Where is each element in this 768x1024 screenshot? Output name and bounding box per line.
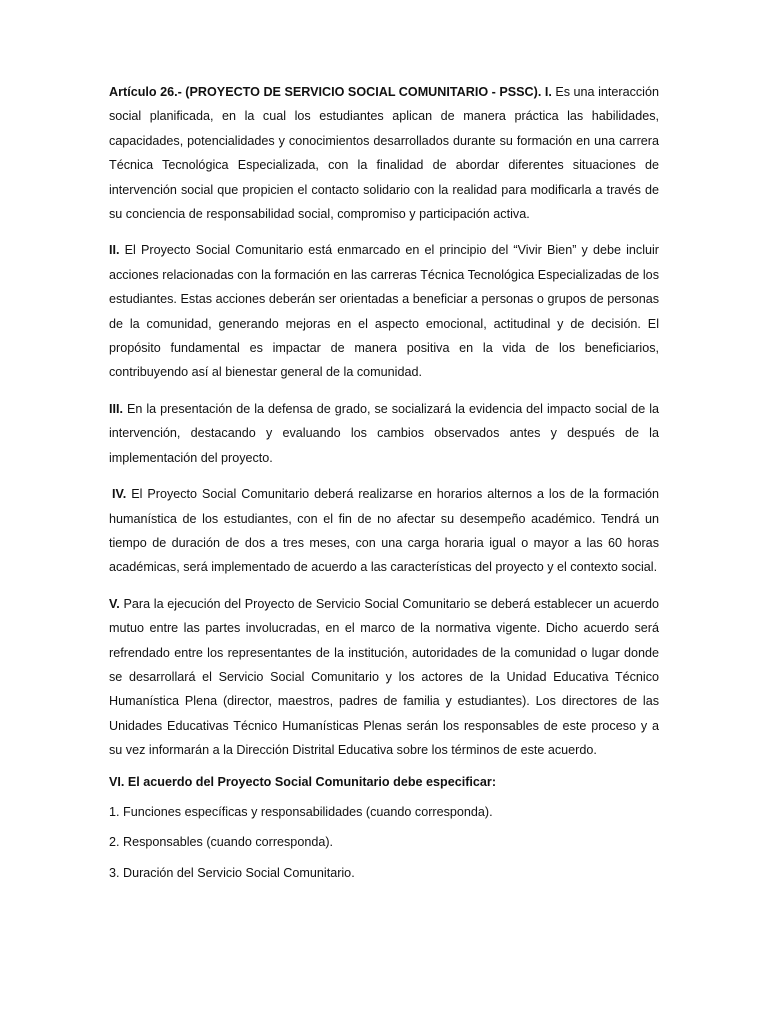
paragraph-text: El Proyecto Social Comunitario deberá realizarse en horarios alternos a los de la formación humanística de los estudiantes, con el fin de no afectar su desempeño académico. Tendrá un tiempo de duración de dos a tres meses, con una carga horaria igual o mayor a las 60 horas académicas, será implementado de acuerdo a las características del proyecto y el contexto social.: [109, 487, 659, 575]
paragraph-iii: [109, 397, 659, 470]
paragraph-ii: [109, 238, 659, 384]
paragraph-lead: V.: [109, 596, 120, 611]
paragraph-lead: IV.: [112, 487, 127, 502]
document-page: [109, 80, 659, 891]
list-item: 1. Funciones específicas y responsabilidades (cuando corresponda).: [109, 804, 493, 819]
paragraph-text: Para la ejecución del Proyecto de Servicio Social Comunitario se deberá establecer un acuerdo mutuo entre las partes involucradas, en el marco de la normativa vigente. Dicho acuerdo será refrendado entre los representantes de la institución, autoridades de la comunidad o lugar donde se desarrollará el Servicio Social Comunitario y los actores de la Unidad Educativa Técnico Humanística Plena (director, maestros, padres de familia y estudiantes). Los directores de las Unidades Educativas Técnico Humanísticas Plenas serán los responsables de este proceso y a su vez informarán a la Dirección Distrital Educativa sobre los términos de este acuerdo.: [109, 596, 659, 758]
list-item: 3. Duración del Servicio Social Comunitario.: [109, 865, 355, 880]
paragraph-vi-heading: VI. El acuerdo del Proyecto Social Comunitario debe especificar:: [109, 774, 497, 789]
paragraph-text: El Proyecto Social Comunitario está enmarcado en el principio del “Vivir Bien” y debe incluir acciones relacionadas con la formación en las carreras Técnica Tecnológica Especializadas de los estudiantes. Estas acciones deberán ser orientadas a beneficiar a personas o grupos de personas de la comunidad, generando mejoras en el aspecto emocional, actitudinal y de decisión. El propósito fundamental es impactar de manera positiva en la vida de los beneficiarios, contribuyendo así al bienestar general de la comunidad.: [109, 243, 659, 380]
paragraph-lead: III.: [109, 401, 123, 416]
paragraph-lead: Artículo 26.- (PROYECTO DE SERVICIO SOCIAL COMUNITARIO - PSSC). I.: [109, 85, 552, 99]
list-item: 2. Responsables (cuando corresponda).: [109, 835, 334, 850]
paragraph-lead: II.: [109, 243, 120, 258]
paragraph-text: Es una interacción social planificada, en la cual los estudiantes aplican de manera práctica las habilidades, capacidades, potencialidades y conocimientos desarrollados durante su formación en una carrera Técnica Tecnológica Especializada, con la finalidad de abordar diferentes situaciones de intervención social que propicien el contacto solidario con la realidad para modificarla a través de su conciencia de responsabilidad social, compromiso y participación activa.: [109, 85, 659, 222]
paragraph-v: [109, 592, 659, 763]
paragraph-text: En la presentación de la defensa de grado, se socializará la evidencia del impacto social de la intervención, destacando y evaluando los cambios observados antes y después de la implementación del proyecto.: [109, 401, 659, 465]
paragraph-iv: [109, 482, 659, 580]
paragraph-article-26-i: [109, 80, 659, 226]
